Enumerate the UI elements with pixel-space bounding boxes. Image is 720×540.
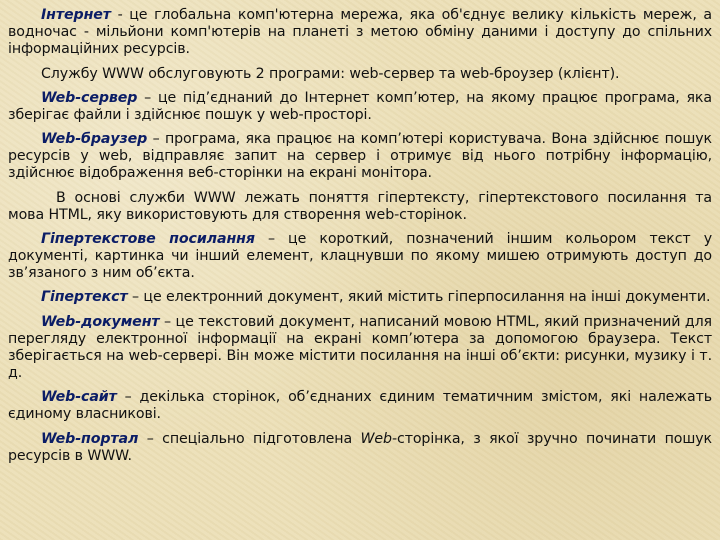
term-internet: Інтернет (41, 7, 111, 23)
term-web-document: Web-документ (41, 313, 160, 330)
paragraph-internet (8, 7, 712, 59)
paragraph-web-server (8, 90, 712, 124)
paragraph-web-portal (8, 431, 712, 465)
www-basis-text: В основі служби WWW лежать поняття гіпертексту, гіпертекстового посилання та мова HTML, яку використовують для створення web-сторінок. (8, 189, 712, 223)
definition-web-server: – це під’єднаний до Інтернет комп’ютер, на якому працює програма, яка зберігає файли і здійснює пошук у web-просторі. (8, 89, 712, 123)
web-italic: Web (360, 430, 392, 447)
term-web-browser: Web-браузер (41, 131, 148, 148)
definition-web-portal-start: – спеціально підготовлена (138, 430, 361, 447)
www-programs-text: Службу WWW обслуговують 2 програми: web-сервер та web-броузер (клієнт). (41, 65, 620, 82)
definition-hyperlink: – це короткий, позначений іншим кольором текст у документі, картинка чи інший елемент, клацнувши по якому мишею отримують доступ до зв’язаного з ним об’єкта. (8, 230, 712, 282)
definition-web-site: – декілька сторінок, об’єднаних єдиним тематичним змістом, які належать єдиному власникові. (8, 389, 712, 423)
paragraph-web-browser (8, 131, 712, 183)
definition-web-browser: – програма, яка працює на комп’ютері користувача. Вона здійснює пошук ресурсів у web, відправляє запит на сервер і отримує від нього потрібну інформацію, здійснює відображення веб-сторінки на екрані монітора. (8, 131, 712, 182)
paragraph-hyperlink (8, 231, 712, 283)
definition-web-portal-end: -сторінка, з якої зручно починати пошук ресурсів в WWW. (8, 430, 712, 464)
term-web-site: Web-сайт (41, 389, 117, 406)
term-hypertext: Гіпертекст (41, 289, 128, 306)
definition-internet: - це глобальна комп'ютерна мережа, яка об'єднує велику кількість мереж, а водночас - мільйони комп'ютерів на планеті з метою обміну даними і доступу до спільних інформаційних ресурсів. (8, 7, 712, 58)
definition-hypertext: – це електронний документ, який містить гіперпосилання на інші документи. (127, 289, 711, 306)
paragraph-www-basis (8, 190, 712, 224)
term-web-portal: Web-портал (41, 430, 139, 447)
paragraph-web-site (8, 389, 712, 423)
paragraph-hypertext (8, 289, 712, 306)
term-web-server: Web-сервер (41, 89, 138, 106)
term-hyperlink: Гіпертекстове посилання (41, 230, 255, 247)
paragraph-www-programs (8, 66, 712, 83)
slide-body (8, 7, 712, 472)
definition-web-document: – це текстовий документ, написаний мовою HTML, який призначений для перегляду електронної інформації на екрані комп’ютера за допомогою браузера. Текст зберігається на web-сервері. Він може містити посилання на інші об’єкти: рисунки, музику і т. д. (8, 313, 712, 382)
paragraph-web-document (8, 314, 712, 383)
